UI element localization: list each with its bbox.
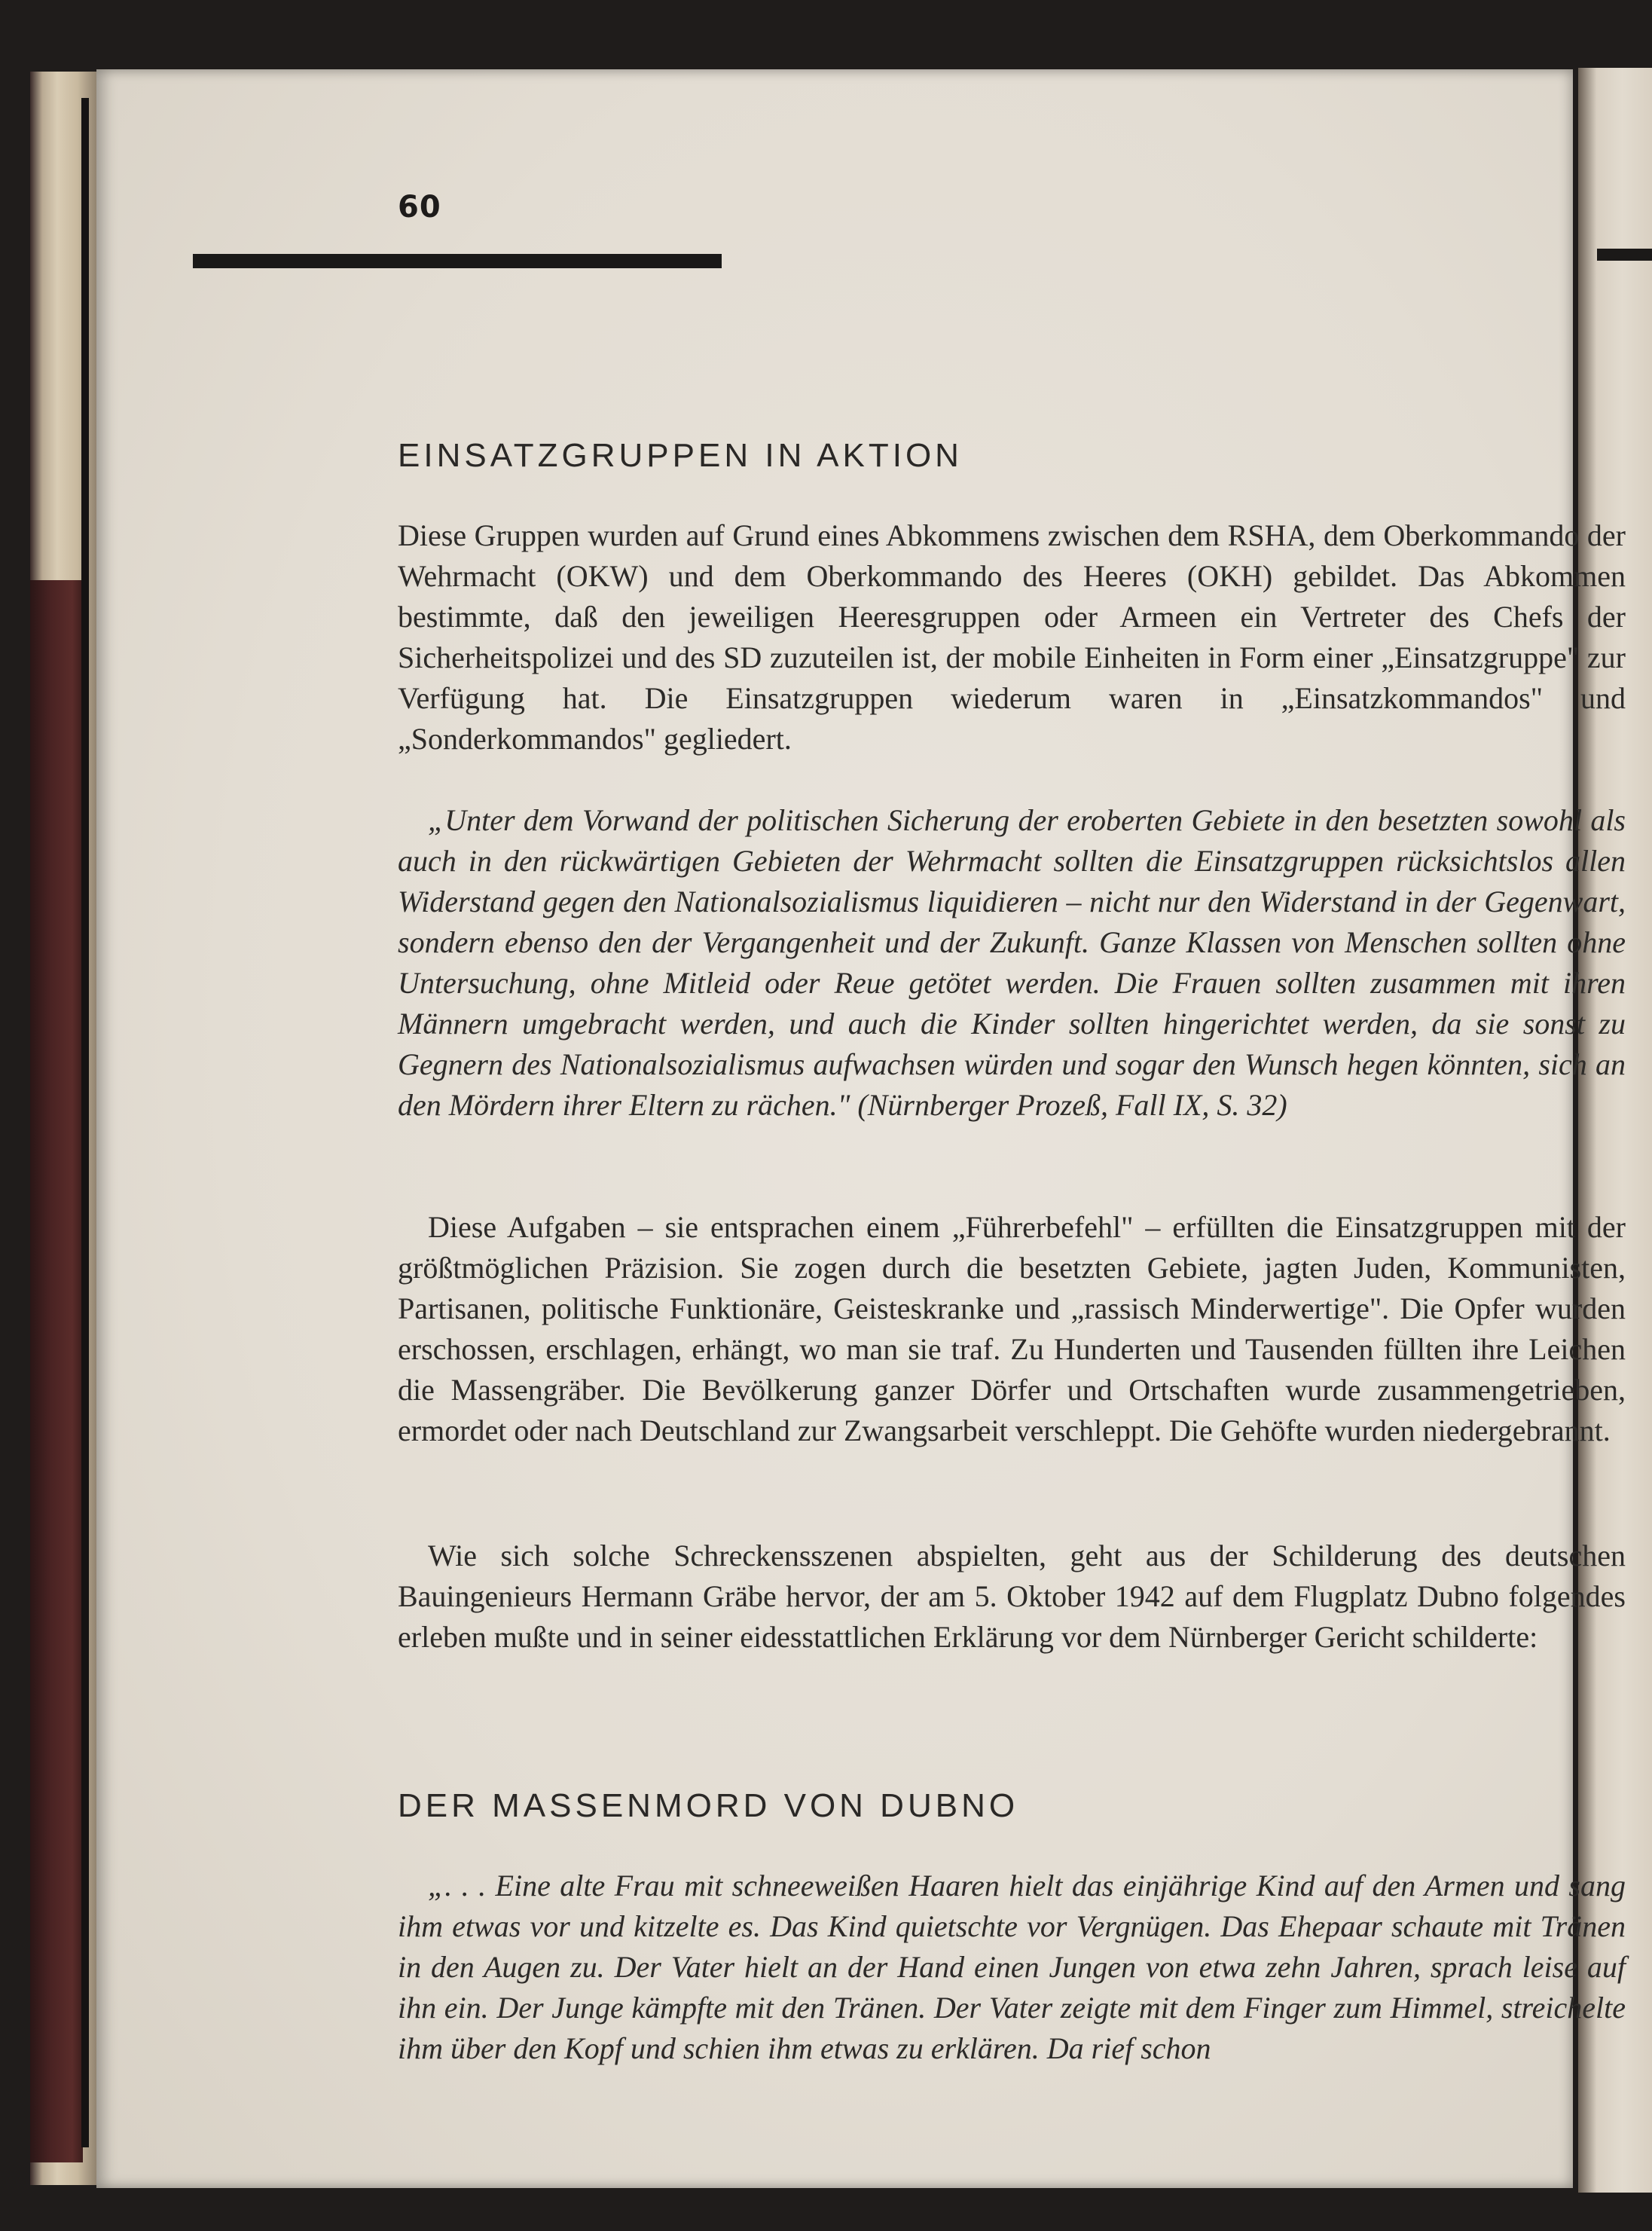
section-heading-dubno: DER MASSENMORD VON DUBNO bbox=[398, 1787, 1019, 1824]
book-page bbox=[96, 69, 1626, 2188]
book-spine bbox=[81, 98, 89, 2147]
header-rule bbox=[193, 254, 722, 268]
paragraph-aufgaben: Diese Aufgaben – sie entsprachen einem „Führerbefehl" – erfüllten die Einsatzgruppen mit der größtmöglichen Präzision. Sie zogen durch die besetzten Gebiete, jagten Juden, Kommunisten, Partisanen, politische Funktionäre, Geisteskranke und „rassisch Minderwertige". Die Opfer wurden erschossen, erschlagen, erhängt, wo man sie traf. Zu Hunderten und Tausenden füllten ihre Leichen die Massengräber. Die Bevölkerung ganzer Dörfer und Ortschaften wurde zusammengetrieben, ermordet oder nach Deutschland zur Zwangsarbeit verschleppt. Die Gehöfte wurden niedergebrannt. bbox=[398, 1210, 1626, 1447]
page-number: 60 bbox=[398, 190, 441, 225]
paragraph-quote-nuernberg: „Unter dem Vorwand der politischen Sicherung der eroberten Gebiete in den besetzten sowohl als auch in den rückwärtigen Gebieten der Wehrmacht sollten die Einsatzgruppen rücksichtslos allen Widerstand gegen den Nationalsozialismus liquidieren – nicht nur den Widerstand in der Gegenwart, sondern ebenso den der Vergangenheit und der Zukunft. Ganze Klassen von Menschen sollten ohne Untersuchung, ohne Mitleid oder Reue getötet werden. Die Frauen sollten zusammen mit ihren Männern umgebracht werden, und auch die Kinder sollten hingerichtet werden, da sie sonst zu Gegnern des Nationalsozialismus aufwachsen würden und sogar den Wunsch hegen könnten, sich an den Mördern ihrer Eltern zu rächen." (Nürnberger Prozeß, Fall IX, S. 32) bbox=[398, 803, 1626, 1122]
paragraph-dubno-quote: „. . . Eine alte Frau mit schneeweißen Haaren hielt das einjährige Kind auf den Armen und sang ihm etwas vor und kitzelte es. Das Kind quietschte vor Vergnügen. Das Ehepaar schaute mit Tränen in den Augen zu. Der Vater hielt an der Hand einen Jungen von etwa zehn Jahren, sprach leise auf ihn ein. Der Junge kämpfte mit den Tränen. Der Vater zeigte mit dem Finger zum Himmel, streichelte ihm über den Kopf und schien ihm etwas zu erklären. Da rief schon bbox=[398, 1869, 1626, 2065]
paragraph-intro: Diese Gruppen wurden auf Grund eines Abkommens zwischen dem RSHA, dem Oberkommando der Wehrmacht (OKW) und dem Oberkommando des Heeres (OKH) gebildet. Das Abkommen bestimmte, daß den jeweiligen Heeresgruppen oder Armeen ein Vertreter des Chefs der Sicherheitspolizei und des SD zuzuteilen ist, der mobile Einheiten in Form einer „Einsatzgruppe" zur Verfügung hat. Die Einsatzgruppen wiederum waren in „Einsatzkommandos" und „Sonderkommandos" gegliedert. bbox=[398, 518, 1626, 756]
book-cover-binding bbox=[30, 580, 83, 2162]
next-page-rule bbox=[1597, 249, 1652, 261]
section-heading-einsatzgruppen: EINSATZGRUPPEN IN AKTION bbox=[398, 437, 963, 474]
paragraph-graebe: Wie sich solche Schreckensszenen abspielten, geht aus der Schilderung des deutschen Bauingenieurs Hermann Gräbe hervor, der am 5. Oktober 1942 auf dem Flugplatz Dubno folgendes erleben mußte und in seiner eidesstattlichen Erklärung vor dem Nürnberger Gericht schilderte: bbox=[398, 1539, 1626, 1654]
